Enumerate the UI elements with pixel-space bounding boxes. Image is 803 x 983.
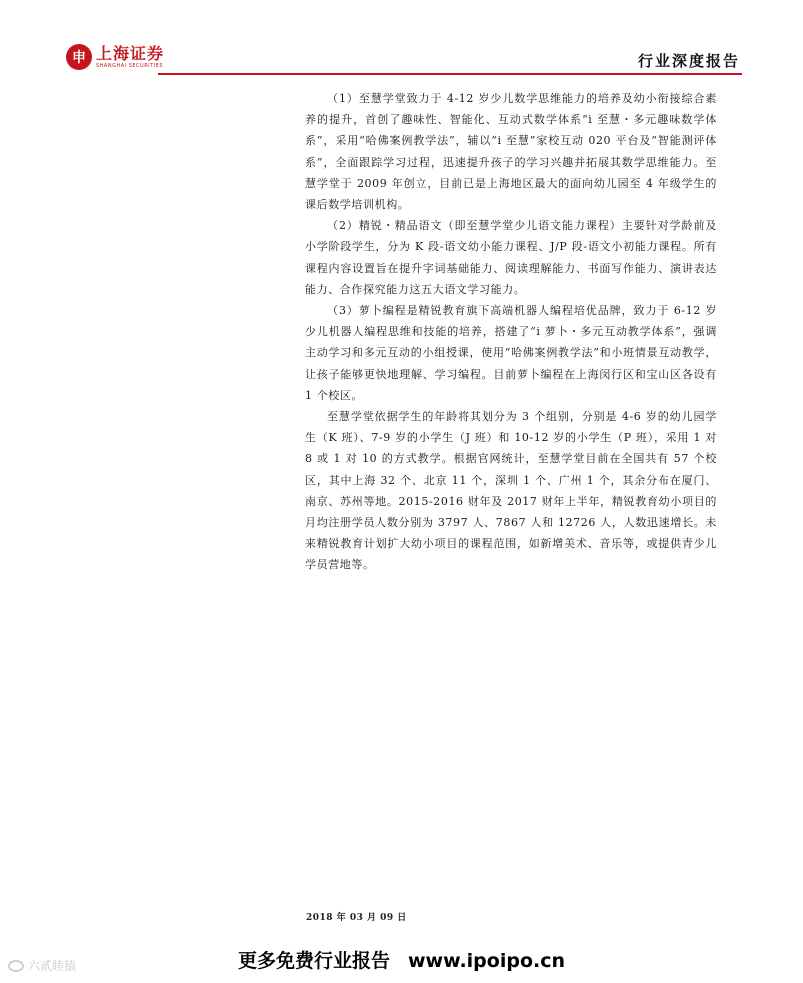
paragraph-student-groups: 至慧学堂依据学生的年龄将其划分为 3 个组别，分别是 4-6 岁的幼儿园学生（K 班）、7-9 岁的小学生（J 班）和 10-12 岁的小学生（P 班），采用 1 对 8 或 1 对 10 的方式教学。根据官网统计，至慧学堂目前在全国共有 57 个校区，其中上海 32 个、北京 11 个，深圳 1 个、广州 1 个，其余分布在厦门、南京、苏州等地。2015-2016 财年及 2017 财年上半年，精锐教育幼小项目的月均注册学员人数分别为 3797 人、7867 人和 12726 人，人数迅速增长。未来精锐教育计划扩大幼小项目的课程范围，如新增美术、音乐等，或提供青少儿学员营地等。 bbox=[305, 410, 717, 572]
report-type-label: 行业深度报告 bbox=[637, 52, 740, 70]
watermark-icon bbox=[8, 960, 24, 972]
logo-chinese-name: 上海证券 bbox=[96, 43, 165, 63]
logo-text bbox=[96, 43, 165, 69]
logo-emblem: 申 bbox=[66, 44, 92, 70]
paragraph-luobo-coding: （3）萝卜编程是精锐教育旗下高端机器人编程培优品牌，致力于 6-12 岁少儿机器人编程思维和技能的培养，搭建了“i 萝卜・多元互动教学体系”，强调主动学习和多元互动的小组授课，使用“哈佛案例教学法”和小班情景互动教学，让孩子能够更快地理解、学习编程。目前萝卜编程在上海闵行区和宝山区各设有 1 个校区。 bbox=[305, 304, 717, 402]
watermark bbox=[8, 957, 76, 974]
watermark-text: 六贰睦猿 bbox=[28, 959, 77, 973]
paragraph-chinese-course: （2）精锐・精品语文（即至慧学堂少儿语文能力课程）主要针对学龄前及小学阶段学生，分为 K 段-语文幼小能力课程、J/P 段-语文小初能力课程。所有课程内容设置旨在提升字词基础能力、阅读理解能力、书面写作能力、演讲表达能力、合作探究能力这五大语文学习能力。 bbox=[305, 219, 717, 296]
promo-banner bbox=[0, 946, 803, 973]
promo-text: 更多免费行业报告 bbox=[237, 950, 390, 972]
report-body bbox=[305, 88, 717, 576]
page-header bbox=[66, 42, 742, 76]
paragraph-zhihui-math: （1）至慧学堂致力于 4-12 岁少儿数学思维能力的培养及幼小衔接综合素养的提升，首创了趣味性、智能化、互动式数学体系“i 至慧・多元趣味数学体系”，采用“哈佛案例教学法”，辅以“i 至慧”家校互动 020 平台及“智能测评体系”，全面跟踪学习过程，迅速提升孩子的学习兴趣并拓展其数学思维能力。至慧学堂于 2009 年创立，目前已是上海地区最大的面向幼儿园至 4 年级学生的课后数学培训机构。 bbox=[305, 92, 717, 212]
report-date: 2018 年 03 月 09 日 bbox=[306, 913, 407, 923]
promo-link[interactable]: www.ipoipo.cn bbox=[408, 950, 566, 972]
company-logo bbox=[66, 42, 164, 72]
logo-english-name: SHANGHAI SECURITIES bbox=[96, 62, 164, 69]
header-divider bbox=[158, 73, 742, 75]
